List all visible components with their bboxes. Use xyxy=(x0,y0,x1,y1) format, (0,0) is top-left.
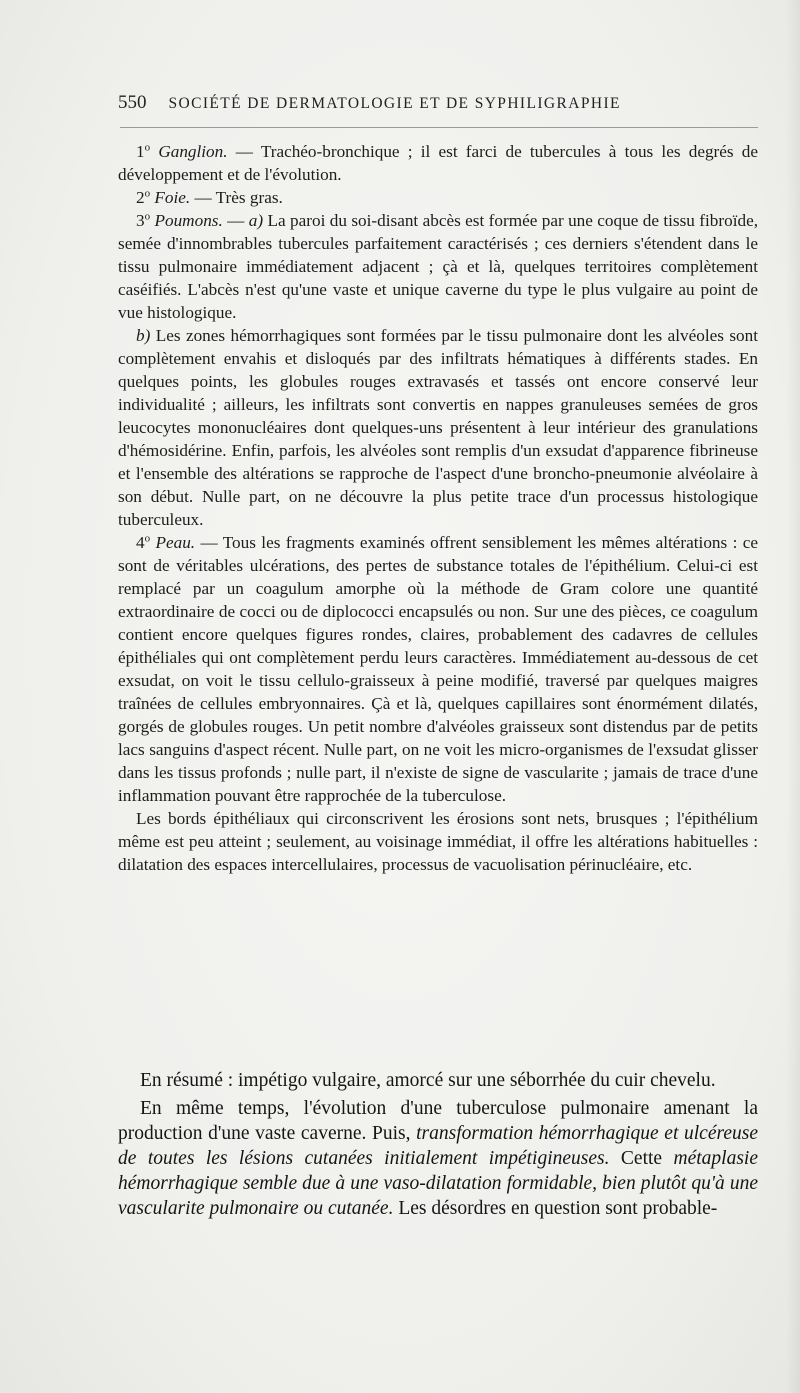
summary-paragraph-1: En résumé : impétigo vulgaire, amorcé sur une séborrhée du cuir chevelu. xyxy=(140,1070,716,1091)
summary-italic: métaplasie hémorrhagique semble due à une vaso-dilatation formidable, bien plutôt qu'à une vascularite pulmonaire ou cutanée. xyxy=(118,1148,758,1219)
summary-italic: transformation hémorrhagique et ulcéreuse de toutes les lésions cutanées initialement impétigineuses. xyxy=(118,1123,759,1169)
item-text: — Très gras. xyxy=(190,188,283,207)
summary-text: Les désordres en question sont probable- xyxy=(393,1198,718,1219)
item-label: Ganglion. xyxy=(158,142,228,161)
item-label: Poumons. xyxy=(154,211,223,230)
summary-text: Cette xyxy=(609,1148,674,1169)
summary-text: En même temps, l'évolution d'une tuberculose pulmonaire amenant la production d'une vaste caverne. Puis, xyxy=(118,1098,758,1144)
header-rule xyxy=(120,127,758,128)
item-text: — Trachéo-bronchique ; il est farci de tubercules à tous les degrés de développement et de l'évolution. xyxy=(118,142,759,184)
sub-label-a: a) xyxy=(248,211,264,230)
item-number: 2 xyxy=(136,188,145,207)
item-ganglion xyxy=(118,140,758,186)
item-peau xyxy=(118,531,758,807)
page-number: 550 xyxy=(118,92,147,113)
summary-section xyxy=(118,1068,758,1221)
main-text xyxy=(118,140,758,876)
item-number: 3 xyxy=(136,211,145,230)
item-text-b: Les zones hémorrhagiques sont formées par le tissu pulmonaire dont les alvéoles sont complètement envahis et disloqués par des infiltrats hématiques à différents stades. En quelques points, les globules rouges extravasés et tassés ont encore conservé leur individualité ; ailleurs, les infiltrats sont convertis en nappes granuleuses semées de gros leucocytes mononucléaires dont quelques-uns présentent à leur intérieur des granulations d'hémosidérine. Enfin, parfois, les alvéoles sont remplis d'un exsudat d'apparence fibrineuse et l'ensemble des altérations se rapproche de l'aspect d'une broncho-pneumonie alvéolaire à son début. Nulle part, on ne découvre la plus petite trace d'un processus histologique tuberculeux. xyxy=(118,326,758,529)
item-label: Foie. xyxy=(154,188,191,207)
ordinal-mark: o xyxy=(144,532,151,545)
item-foie xyxy=(118,186,758,209)
item-text: — Tous les fragments examinés offrent sensiblement les mêmes altérations : ce sont de véritables ulcérations, des pertes de substance totales de l'épithélium. Celui-ci est remplacé par un coagulum amorphe où la méthode de Gram colore une quantité extraordinaire de cocci ou de diplococci encapsulés ou non. Sur une des pièces, ce coagulum contient encore quelques figures rondes, claires, probablement des cadavres de cellules épithéliales qui ont complètement perdu leurs caractères. Immédiatement au-dessous de cet exsudat, on voit le tissu cellulo-graisseux à peine modifié, traversé par quelques maigres traînées de cellules embryonnaires. Çà et là, quelques capillaires sont énormément dilatés, gorgés de globules rouges. Un petit nombre d'alvéoles graisseux sont distendus par de petits lacs sanguins d'aspect récent. Nulle part, on ne voit les micro-organismes de l'exsudat glisser dans les tissus profonds ; nulle part, il n'existe de signe de vascularite ; jamais de trace d'une inflammation pouvant être rapprochée de la tuberculose. xyxy=(118,533,758,805)
running-title: SOCIÉTÉ DE DERMATOLOGIE ET DE SYPHILIGRAPHIE xyxy=(168,95,621,112)
summary-paragraph-2 xyxy=(118,1096,758,1221)
paragraph-bords: Les bords épithéliaux qui circonscrivent les érosions sont nets, brusques ; l'épithélium même est peu atteint ; seulement, au voisinage immédiat, il offre les altérations habituelles : dilatation des espaces intercellulaires, processus de vacuolisation périnucléaire, etc. xyxy=(118,809,758,874)
item-poumons-a xyxy=(118,209,758,324)
item-label: Peau. xyxy=(155,533,196,552)
ordinal-mark: o xyxy=(144,141,151,154)
item-dash: — xyxy=(222,211,249,230)
sub-label-b: b) xyxy=(136,326,151,345)
item-text-a: La paroi du soi-disant abcès est formée par une coque de tissu fibroïde, semée d'innombrables tubercules parfaitement caractérisés ; ces derniers s'étendent dans le tissu pulmonaire immédiatement adjacent ; çà et là, quelques territoires complètement caséifiés. L'abcès n'est qu'une vaste et unique caverne du type le plus vulgaire au point de vue histologique. xyxy=(118,211,758,322)
page-edge-shadow xyxy=(786,0,800,1393)
item-number: 1 xyxy=(136,142,145,161)
page-header xyxy=(118,92,758,114)
ordinal-mark: o xyxy=(144,187,151,200)
item-number: 4 xyxy=(136,533,145,552)
ordinal-mark: o xyxy=(144,210,151,223)
item-poumons-b xyxy=(118,324,758,531)
